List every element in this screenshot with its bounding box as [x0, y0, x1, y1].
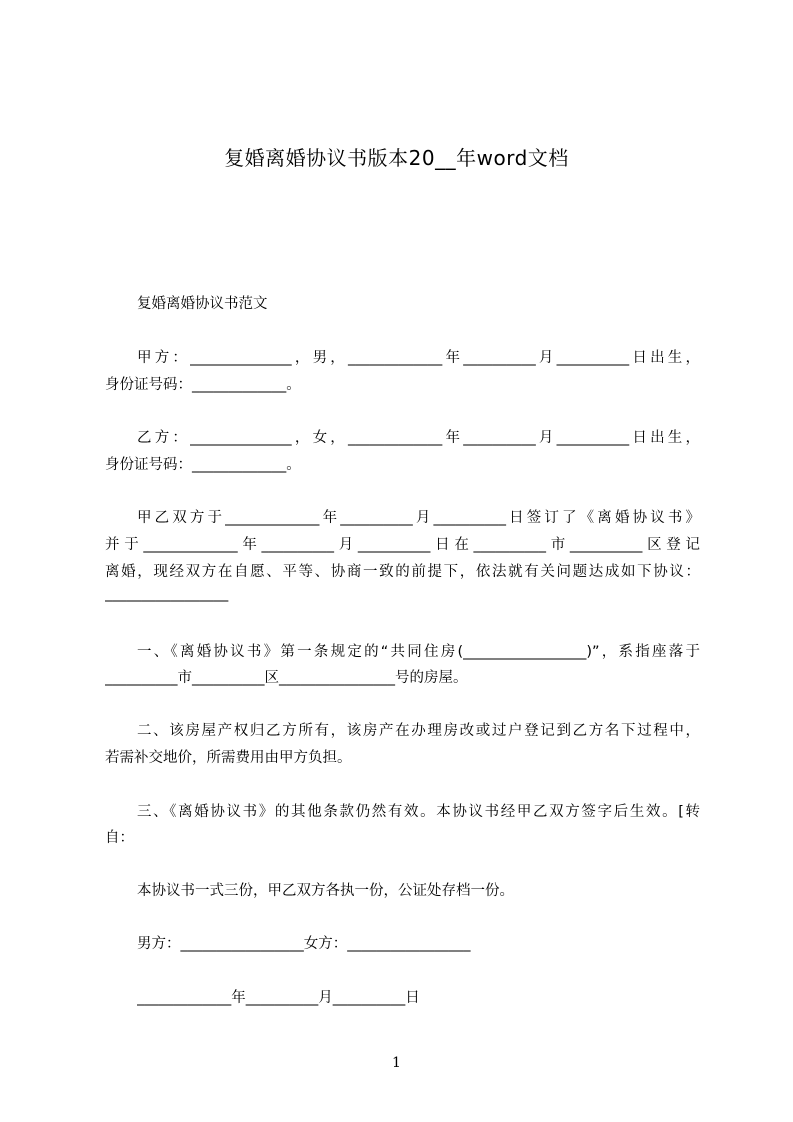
- clause-3-line-2: 自：: [105, 830, 134, 846]
- clause-2-line-1: 二、该房屋产权归乙方所有，该房产在办理房改或过户登记到乙方名下过程中，: [137, 723, 700, 739]
- party-a-line-2: 身份证号码：_____________。: [105, 377, 301, 393]
- intro-line-1: 甲乙双方于_____________年__________月__________日签订了《离婚协议书》: [137, 510, 700, 526]
- signature-line: 男方：_________________女方：_________________: [137, 936, 471, 952]
- document-title: 复婚离婚协议书版本20__年word文档: [224, 146, 569, 170]
- clause-1-line-2: __________市__________区________________号的房屋。: [105, 670, 468, 686]
- intro-line-4: _________________: [105, 586, 229, 602]
- clause-1-line-1: 一、《离婚协议书》第一条规定的“共同住房(_________________)”，系指座落于: [137, 644, 700, 660]
- clause-3-line-1: 三、《离婚协议书》的其他条款仍然有效。本协议书经甲乙双方签字后生效。[转: [137, 804, 700, 820]
- intro-line-3: 离婚，现经双方在自愿、平等、协商一致的前提下，依法就有关问题达成如下协议：: [105, 564, 700, 580]
- date-line: _____________年__________月__________日: [137, 990, 420, 1006]
- copies-statement: 本协议书一式三份，甲乙双方各执一份，公证处存档一份。: [137, 883, 514, 899]
- party-b-line-2: 身份证号码：_____________。: [105, 457, 301, 473]
- page-number: 1: [392, 1055, 401, 1071]
- party-b-line-1: 乙方：______________，女，_____________年__________月__________日出生，: [137, 430, 700, 446]
- clause-2-line-2: 若需补交地价，所需费用由甲方负担。: [105, 750, 352, 766]
- intro-line-2: 并于_____________年__________月__________日在__________市__________区登记: [105, 537, 700, 553]
- agreement-subtitle: 复婚离婚协议书范文: [137, 296, 268, 312]
- party-a-line-1: 甲方：______________，男，_____________年__________月__________日出生，: [137, 350, 700, 366]
